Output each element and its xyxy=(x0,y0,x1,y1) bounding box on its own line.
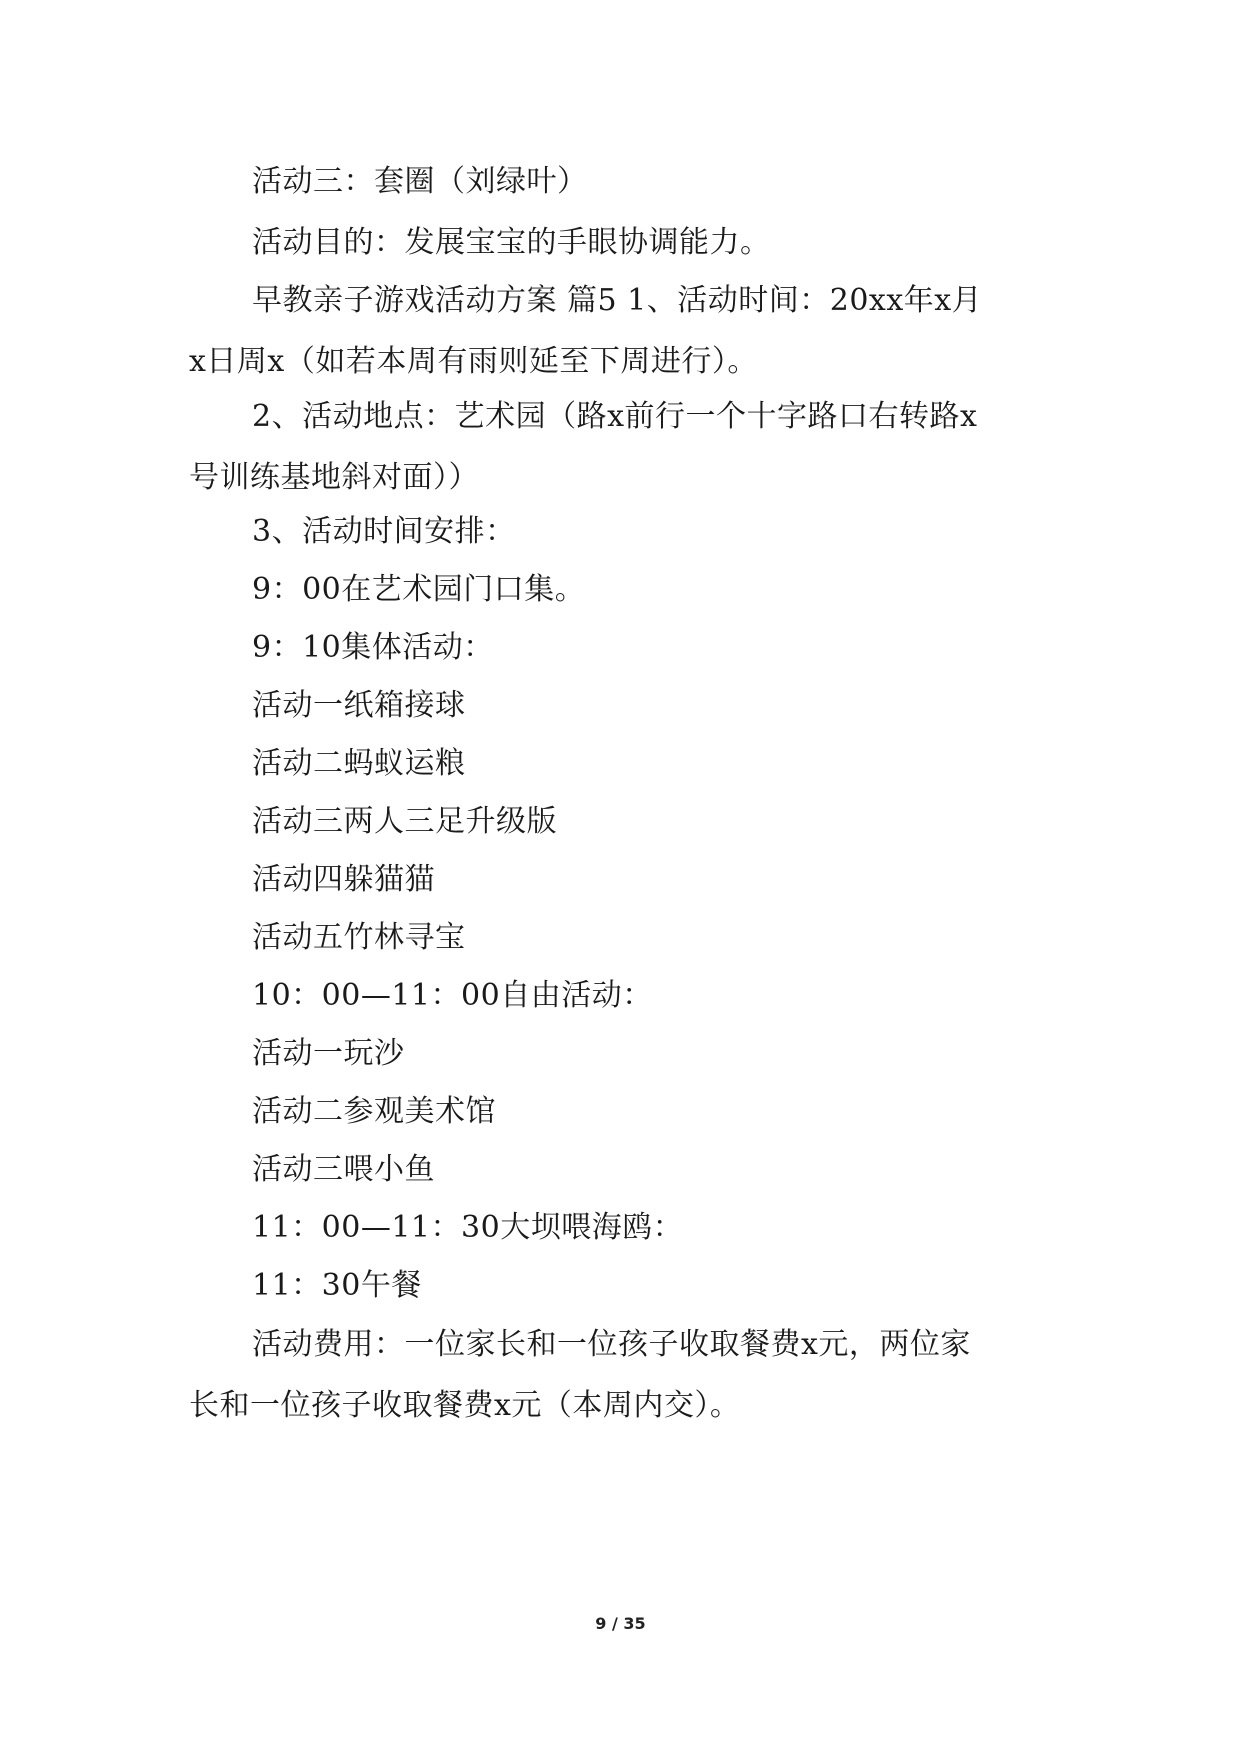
paragraph-schedule-free: 10：00—11：00自由活动： xyxy=(252,978,653,1013)
list-item: 活动二参观美术馆 xyxy=(252,1094,496,1129)
paragraph-activity-3-title: 活动三：套圈（刘绿叶） xyxy=(252,164,588,199)
list-item: 活动四躲猫猫 xyxy=(252,862,435,897)
page-number: 9 / 35 xyxy=(595,1614,646,1633)
paragraph-activity-time: 早教亲子游戏活动方案 篇5 1、活动时间：20xx年x月x日周x（如若本周有雨则延至下周进行）。 xyxy=(189,283,983,379)
paragraph-activity-fee: 活动费用：一位家长和一位孩子收取餐费x元，两位家长和一位孩子收取餐费x元（本周内交）。 xyxy=(189,1327,971,1423)
list-item: 活动三两人三足升级版 xyxy=(252,804,557,839)
list-item: 活动五竹林寻宝 xyxy=(252,920,466,955)
paragraph-schedule-heading: 3、活动时间安排： xyxy=(252,514,516,549)
paragraph-schedule-group: 9：10集体活动： xyxy=(252,630,494,665)
list-item: 活动一纸箱接球 xyxy=(252,688,466,723)
list-item: 活动三喂小鱼 xyxy=(252,1152,435,1187)
paragraph-activity-location: 2、活动地点：艺术园（路x前行一个十字路口右转路x号训练基地斜对面）） xyxy=(189,399,978,495)
paragraph-schedule-seagulls: 11：00—11：30大坝喂海鸥： xyxy=(252,1210,684,1245)
list-item: 活动一玩沙 xyxy=(252,1036,405,1071)
paragraph-schedule-lunch: 11：30午餐 xyxy=(252,1268,422,1303)
paragraph-schedule-gather: 9：00在艺术园门口集。 xyxy=(252,572,586,607)
list-item: 活动二蚂蚁运粮 xyxy=(252,746,466,781)
paragraph-activity-purpose: 活动目的：发展宝宝的手眼协调能力。 xyxy=(252,225,771,260)
